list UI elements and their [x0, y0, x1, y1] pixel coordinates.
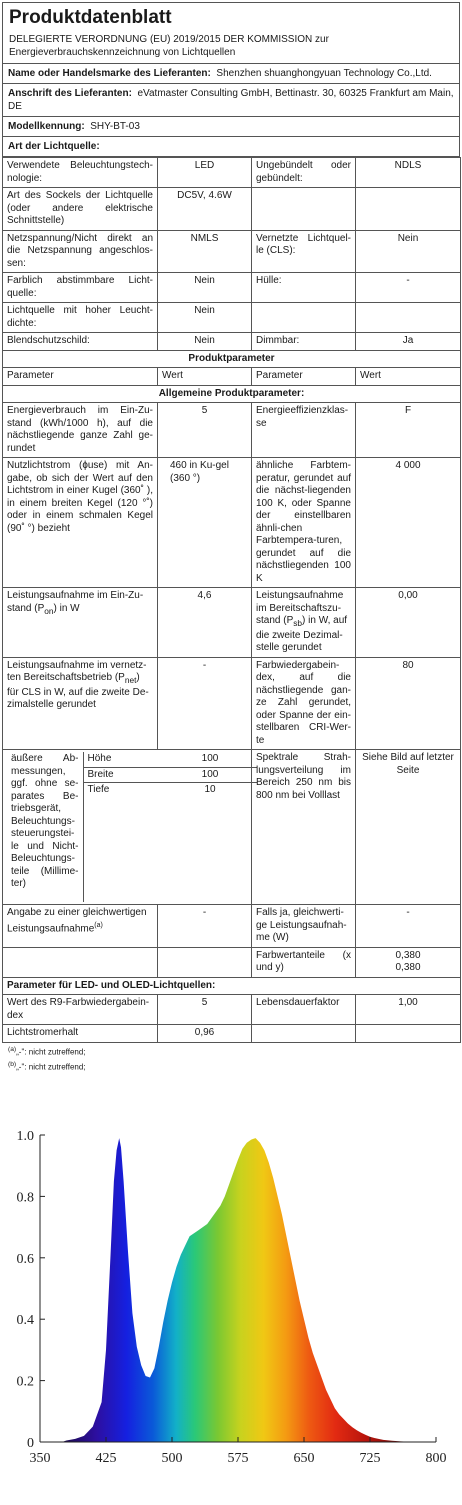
networked-standby-label	[3, 657, 158, 750]
dimmable-value: Ja	[356, 333, 461, 351]
spectrum-chart	[0, 1115, 462, 1500]
dimensions-cell	[3, 750, 252, 905]
footnote-a-marker: (a)	[94, 921, 103, 929]
table-row	[3, 303, 461, 333]
x-tick-label: 500	[161, 1451, 183, 1466]
model-value: SHY-BT-03	[90, 121, 140, 132]
column-header-value: Wert	[158, 368, 252, 386]
table-row	[3, 947, 461, 977]
table-row	[3, 350, 461, 368]
survival-factor-label: Lebensdauerfaktor	[252, 995, 356, 1025]
x-tick-label: 725	[359, 1451, 381, 1466]
empty-cell	[252, 188, 356, 231]
footnote-b-text: „-": nicht zutreffend;	[16, 1062, 86, 1072]
light-source-heading-row	[2, 137, 460, 157]
equivalent-power-claim-label	[3, 905, 158, 948]
title-box	[2, 2, 460, 64]
empty-cell	[356, 188, 461, 231]
equivalent-power-claim-value: -	[158, 905, 252, 948]
table-row	[3, 657, 461, 750]
survival-factor-value: 1,00	[356, 995, 461, 1025]
empty-cell	[3, 947, 158, 977]
y-tick-label: 0	[27, 1436, 34, 1451]
footnote-b-mark: (b)	[8, 1061, 17, 1069]
plot-area	[62, 1138, 418, 1442]
address-row	[2, 84, 460, 117]
standby-power-subscript: sb	[293, 618, 303, 628]
on-power-label	[3, 588, 158, 658]
equivalent-power-value: -	[356, 905, 461, 948]
table-row	[7, 752, 257, 767]
empty-cell	[252, 303, 356, 333]
networked-standby-label-tail: ) für CLS in W, auf die zweite De-zimalstelle gerundet	[7, 672, 149, 710]
x-tick-label: 800	[425, 1451, 447, 1466]
standby-power-label-tail: ) in W, auf die zweite Dezimal-stelle gerundet	[256, 615, 348, 653]
table-row	[3, 273, 461, 303]
table-row	[3, 333, 461, 351]
y-tick-label: 0.2	[16, 1374, 34, 1390]
on-power-label-text: Leistungsaufnahme im Ein-Zu-stand (P	[7, 590, 144, 614]
dimensions-table	[7, 752, 257, 902]
parameter-table	[2, 157, 461, 1043]
table-row	[3, 188, 461, 231]
spectrum-area	[62, 1138, 418, 1442]
cri-value: 80	[356, 657, 461, 750]
envelope-label: Hülle:	[252, 273, 356, 303]
chromaticity-label: Farbwertanteile (x und y)	[252, 947, 356, 977]
networked-standby-label-text: Leistungsaufnahme im vernetz-ten Bereitschaftsbetrieb (P	[7, 659, 147, 683]
page-title: Produktdatenblatt	[9, 7, 172, 28]
table-row	[3, 158, 461, 188]
energy-label: Energieverbrauch im Ein-Zu-stand (kWh/1000 h), auf die nächstliegende ganze Zahl ge-rundet	[3, 403, 158, 458]
empty-cell	[158, 947, 252, 977]
glare-value: Nein	[158, 333, 252, 351]
equivalent-power-claim-text: Angabe zu einer gleichwertigen Leistungsaufnahme	[7, 907, 147, 934]
flux-label: Nutzlichtstrom (ɸuse) mit An-gabe, ob sich der Wert auf den Lichtstrom in einer Kugel (360˚ ), in einem breiten Kegel (120 °˚) oder in einem schmalen Kegel (90˚ °) bezieht	[3, 458, 158, 588]
chromaticity-y: 0,380	[395, 962, 421, 973]
colour-tunable-label: Farblich abstimmbare Licht-quelle:	[3, 273, 158, 303]
height-value: 100	[163, 752, 257, 767]
socket-value: DC5V, 4.6W	[158, 188, 252, 231]
x-tick-label: 650	[293, 1451, 315, 1466]
table-row	[3, 385, 461, 403]
depth-value: 10	[204, 784, 216, 795]
lumen-maintenance-value: 0,96	[158, 1025, 252, 1043]
table-row	[3, 458, 461, 588]
y-tick-label: 1.0	[16, 1129, 34, 1144]
table-row	[3, 905, 461, 948]
height-label: Höhe	[83, 752, 163, 767]
bundled-label: Ungebündelt oder gebündelt:	[252, 158, 356, 188]
width-label: Breite	[83, 767, 163, 783]
empty-cell	[356, 303, 461, 333]
table-row	[3, 588, 461, 658]
footnote-b	[2, 1058, 460, 1074]
x-tick-label: 575	[227, 1451, 249, 1466]
dimensions-label: äußere Ab-messungen, ggf. ohne se-parates Be-triebsgerät, Beleuchtungs-steuerungstei-le und Nicht-Beleuchtungs-teile (Millime-ter)	[7, 752, 83, 902]
mains-label: Netzspannung/Nicht direkt an die Netzspannung angeschlos-sen:	[3, 230, 158, 273]
on-power-subscript: on	[44, 605, 54, 616]
table-row	[3, 368, 461, 386]
empty-cell	[252, 1025, 356, 1043]
y-tick-label: 0.6	[16, 1251, 34, 1267]
standby-power-value: 0,00	[356, 588, 461, 658]
footnote-a-text: „-": nicht zutreffend;	[16, 1047, 86, 1057]
cct-value: 4 000	[356, 458, 461, 588]
table-row	[3, 1025, 461, 1043]
standby-power-label	[252, 588, 356, 658]
envelope-value: -	[356, 273, 461, 303]
width-value: 100	[163, 767, 257, 783]
cct-label: ähnliche Farbtem-peratur, gerundet auf die nächst-liegenden 100 K, oder Spanne der einstellbaren ähnli-chen Farbtempera-turen, gerundet auf die nächstliegenden 100 K	[252, 458, 356, 588]
cls-label: Vernetzte Lichtquel-le (CLS):	[252, 230, 356, 273]
networked-standby-subscript: net	[124, 675, 137, 685]
address-value: eVatmaster Consulting GmbH, Bettinastr. 30, 60325 Frankfurt am Main, DE	[8, 88, 454, 112]
footnote-a-mark: (a)	[8, 1045, 17, 1053]
spectral-distribution-value: Siehe Bild auf letzter Seite	[356, 750, 461, 905]
model-label: Modellkennung:	[8, 121, 85, 132]
y-tick-label: 0.8	[16, 1190, 34, 1206]
on-power-value: 4,6	[158, 588, 252, 658]
chromaticity-x: 0,380	[395, 949, 421, 961]
x-tick-label: 350	[29, 1451, 51, 1466]
mains-value: NMLS	[158, 230, 252, 273]
light-source-heading: Art der Lichtquelle:	[8, 141, 100, 152]
energy-class-value: F	[356, 403, 461, 458]
supplier-row	[2, 64, 460, 84]
cri-label: Farbwiedergabein-dex, auf die nächstliegende gan-ze Zahl gerundet, oder Spanne der ein-stellbaren CRI-Wer-te	[252, 657, 356, 750]
r9-label: Wert des R9-Farbwiedergabein-dex	[3, 995, 158, 1025]
table-row	[3, 403, 461, 458]
address-label: Anschrift des Lieferanten:	[8, 88, 132, 99]
table-row	[3, 750, 461, 905]
table-row	[3, 995, 461, 1025]
high-luminance-label: Lichtquelle mit hoher Leucht-dichte:	[3, 303, 158, 333]
general-parameter-heading: Allgemeine Produktparameter:	[3, 385, 461, 403]
led-parameter-heading: Parameter für LED- und OLED-Lichtquellen:	[3, 977, 461, 995]
dimmable-label: Dimmbar:	[252, 333, 356, 351]
flux-value: 460 in Ku-gel (360 °)	[158, 458, 252, 588]
model-row	[2, 117, 460, 137]
r9-value: 5	[158, 995, 252, 1025]
regulation-text: DELEGIERTE VERORDNUNG (EU) 2019/2015 DER KOMMISSION zur Energieverbrauchskennzeichnung von Lichtquellen	[9, 34, 329, 58]
x-tick-label: 425	[95, 1451, 117, 1466]
datasheet	[2, 2, 460, 1074]
lumen-maintenance-label: Lichtstromerhalt	[3, 1025, 158, 1043]
spectrum-chart-svg	[0, 1115, 462, 1500]
tech-label: Verwendete Beleuchtungstech-nologie:	[3, 158, 158, 188]
table-row	[3, 230, 461, 273]
supplier-label: Name oder Handelsmarke des Lieferanten:	[8, 68, 211, 79]
cls-value: Nein	[356, 230, 461, 273]
bundled-value: NDLS	[356, 158, 461, 188]
colour-tunable-value: Nein	[158, 273, 252, 303]
column-header-parameter: Parameter	[252, 368, 356, 386]
chromaticity-value	[356, 947, 461, 977]
networked-standby-value: -	[158, 657, 252, 750]
y-tick-label: 0.4	[16, 1313, 34, 1329]
standby-power-label-text: Leistungsaufnahme im Bereitschaftszu-stand (P	[256, 590, 344, 626]
supplier-value: Shenzhen shuanghongyuan Technology Co.,Ltd.	[216, 68, 432, 79]
depth-label: Tiefe	[87, 784, 110, 795]
footnote-a	[2, 1043, 460, 1059]
table-row	[3, 977, 461, 995]
energy-class-label: Energieeffizienzklas-se	[252, 403, 356, 458]
spectral-distribution-label: Spektrale Strah-lungsverteilung im Bereich 250 nm bis 800 nm bei Volllast	[252, 750, 356, 905]
glare-label: Blendschutzschild:	[3, 333, 158, 351]
column-header-parameter: Parameter	[3, 368, 158, 386]
socket-label: Art des Sockels der Lichtquelle (oder andere elektrische Schnittstelle)	[3, 188, 158, 231]
energy-value: 5	[158, 403, 252, 458]
equivalent-power-label: Falls ja, gleichwerti-ge Leistungsaufnah-me (W)	[252, 905, 356, 948]
product-parameter-heading: Produktparameter	[3, 350, 461, 368]
column-header-value: Wert	[356, 368, 461, 386]
high-luminance-value: Nein	[158, 303, 252, 333]
tech-value: LED	[158, 158, 252, 188]
empty-cell	[356, 1025, 461, 1043]
on-power-label-tail: ) in W	[53, 602, 80, 614]
